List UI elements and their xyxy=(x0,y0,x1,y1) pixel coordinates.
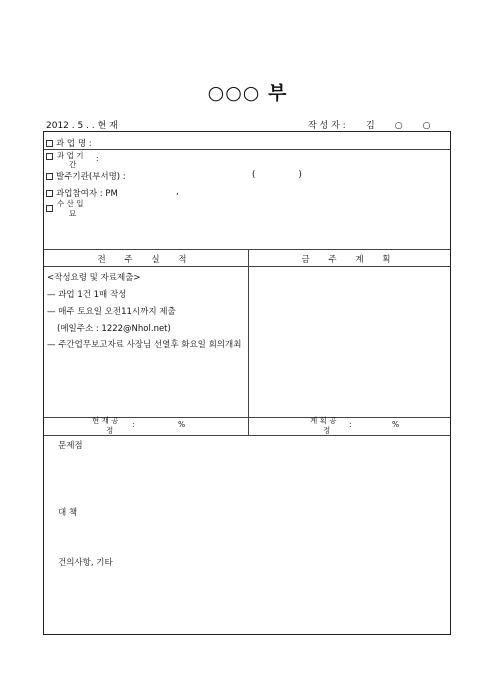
project-period-label-bottom: 간 xyxy=(69,160,77,169)
planned-progress-unit: % xyxy=(392,420,400,429)
instruction-item: — 주간업무보고자료 사장님 선열후 화요일 회의개최 xyxy=(47,340,242,350)
report-date: 2012 . 5 . . 현 재 xyxy=(46,121,118,131)
participants-separator: , xyxy=(176,187,179,197)
progress-bottom-border xyxy=(44,435,450,436)
project-period-label-top: 과 업 기 xyxy=(57,151,84,160)
measures-label: 대 책 xyxy=(58,508,78,518)
client-label: 발주기관(부서명) : xyxy=(56,172,126,182)
participants-checkbox[interactable] xyxy=(46,190,53,197)
divider xyxy=(44,149,450,150)
project-period-colon: : xyxy=(96,154,99,163)
last-week-header: 전 주 실 적 xyxy=(97,255,195,265)
current-progress-label-top: 현 재 공 xyxy=(92,416,119,425)
author-value: 김 ○ ○ xyxy=(366,121,431,131)
current-progress-label-bottom: 정 xyxy=(106,426,114,435)
income-label-bottom: 묘 xyxy=(69,209,77,218)
table-top-border xyxy=(44,249,450,250)
client-row xyxy=(46,170,126,182)
instruction-item: — 매주 토요일 오전11시까지 제출 xyxy=(47,307,176,317)
table-column-divider xyxy=(248,249,249,435)
client-paren: ( ) xyxy=(252,170,302,180)
this-week-header: 금 주 계 획 xyxy=(301,255,399,265)
project-name-row xyxy=(46,137,92,149)
planned-progress-label-top: 계 획 공 xyxy=(310,416,337,425)
project-period-row xyxy=(46,152,56,162)
report-form xyxy=(43,131,451,635)
instruction-heading: <작성요령 및 자료제출> xyxy=(47,273,141,283)
instruction-email: (메일주소 : 1222@Nhol.net) xyxy=(57,324,171,334)
planned-progress-colon: : xyxy=(349,420,352,429)
planned-progress-label-bottom: 정 xyxy=(323,426,331,435)
current-progress-unit: % xyxy=(178,420,186,429)
table-header-border xyxy=(44,266,450,267)
current-progress-colon: : xyxy=(132,420,135,429)
project-name-label: 과 업 명 : xyxy=(56,139,92,149)
project-period-checkbox[interactable] xyxy=(46,153,53,160)
suggestions-label: 건의사항, 기타 xyxy=(58,558,113,568)
client-checkbox[interactable] xyxy=(46,173,53,180)
project-name-checkbox[interactable] xyxy=(46,140,53,147)
income-label-top: 수 산 입 xyxy=(57,199,84,208)
income-row xyxy=(46,204,56,214)
author-label: 작 성 자 : xyxy=(308,121,346,131)
document-title: ○○○ 부 xyxy=(207,82,288,104)
instruction-item: — 과업 1건 1매 작성 xyxy=(47,290,127,300)
participants-label: 과업참여자 : PM xyxy=(56,189,118,199)
problems-label: 문제점 xyxy=(58,441,83,451)
income-checkbox[interactable] xyxy=(46,205,53,212)
